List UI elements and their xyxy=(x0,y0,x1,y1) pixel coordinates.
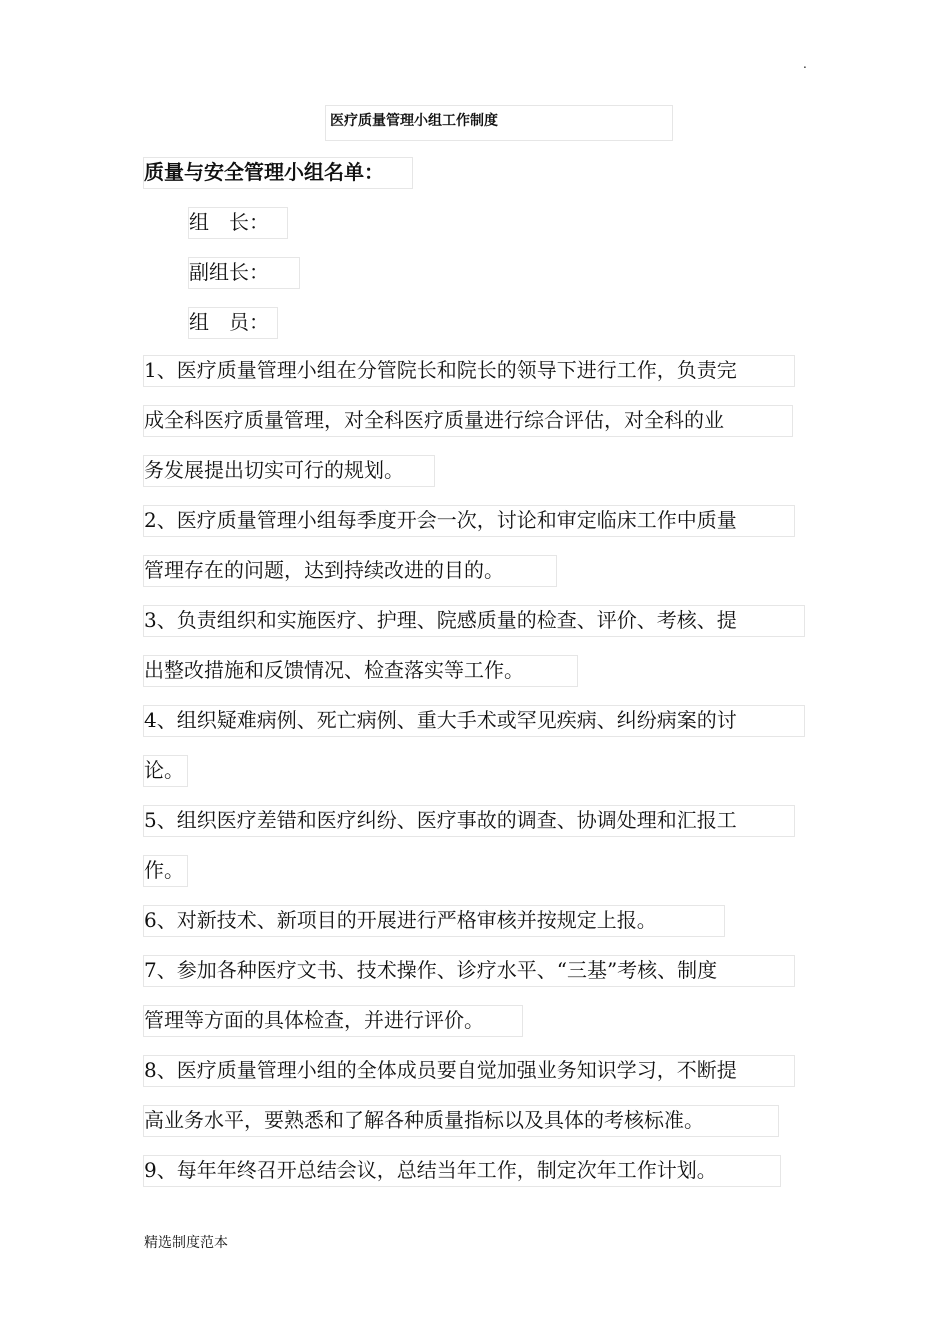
body-line: 4、组织疑难病例、死亡病例、重大手术或罕见疾病、纠纷病案的讨 xyxy=(143,705,805,737)
corner-mark: . xyxy=(803,57,807,71)
member-deputy: 副组长： xyxy=(188,257,300,289)
body-line: 作。 xyxy=(143,855,188,887)
body-line: 6、对新技术、新项目的开展进行严格审核并按规定上报。 xyxy=(143,905,725,937)
body-line: 论。 xyxy=(143,755,188,787)
body-line: 1、医疗质量管理小组在分管院长和院长的领导下进行工作，负责完 xyxy=(143,355,795,387)
body-line: 高业务水平，要熟悉和了解各种质量指标以及具体的考核标准。 xyxy=(143,1105,779,1137)
body-line: 管理存在的问题，达到持续改进的目的。 xyxy=(143,555,557,587)
footer-text: 精选制度范本 xyxy=(144,1235,228,1251)
body-line: 2、医疗质量管理小组每季度开会一次，讨论和审定临床工作中质量 xyxy=(143,505,795,537)
body-line: 3、负责组织和实施医疗、护理、院感质量的检查、评价、考核、提 xyxy=(143,605,805,637)
body-line: 务发展提出切实可行的规划。 xyxy=(143,455,435,487)
body-line: 出整改措施和反馈情况、检查落实等工作。 xyxy=(143,655,578,687)
body-line: 5、组织医疗差错和医疗纠纷、医疗事故的调查、协调处理和汇报工 xyxy=(143,805,795,837)
member-leader: 组 长： xyxy=(188,207,288,239)
member-members: 组 员： xyxy=(188,307,278,339)
body-line: 7、参加各种医疗文书、技术操作、诊疗水平、“三基”考核、制度 xyxy=(143,955,795,987)
body-line: 9、每年年终召开总结会议，总结当年工作，制定次年工作计划。 xyxy=(143,1155,781,1187)
section-heading: 质量与安全管理小组名单： xyxy=(143,157,413,189)
document-title: 医疗质量管理小组工作制度 xyxy=(325,105,673,141)
body-line: 成全科医疗质量管理，对全科医疗质量进行综合评估，对全科的业 xyxy=(143,405,793,437)
body-line: 8、医疗质量管理小组的全体成员要自觉加强业务知识学习，不断提 xyxy=(143,1055,795,1087)
body-line: 管理等方面的具体检查，并进行评价。 xyxy=(143,1005,523,1037)
